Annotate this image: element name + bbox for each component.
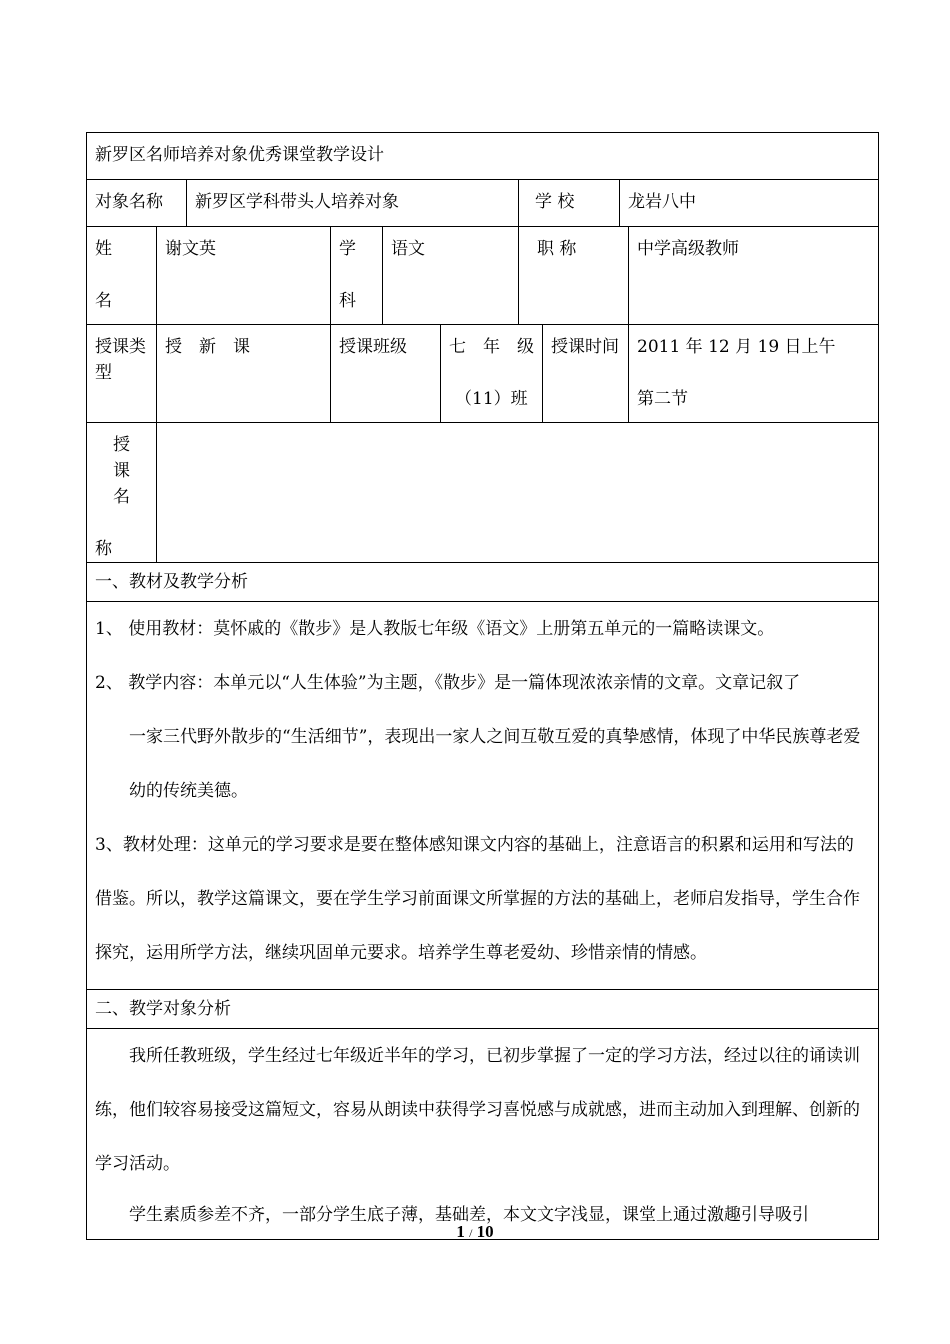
section1-heading: 一、教材及教学分析 [95,572,248,592]
section2-body-cell [87,1029,879,1240]
lesson-name-label-cell [87,423,157,563]
lesson-type-value-cell [157,325,331,423]
section1-body-cell [87,602,879,990]
name-value: 谢文英 [165,239,216,259]
page-separator: / [469,1226,473,1240]
section1-item1: 1、 使用教材：莫怀戚的《散步》是人教版七年级《语文》上册第五单元的一篇略读课文。 [95,619,775,639]
object-name-value: 新罗区学科带头人培养对象 [195,192,399,212]
section2-para2: 学生素质参差不齐，一部分学生底子薄，基础差，本文文字浅显，课堂上通过激趣引导吸引 [129,1205,809,1225]
name-label-cell [87,227,157,325]
object-name-label-cell [87,180,187,227]
school-value: 龙岩八中 [628,192,696,212]
page-current: 1 [456,1222,465,1241]
time-value: 2011 年 12 月 19 日上午 第二节 [637,337,836,409]
section2-para1: 我所任教班级，学生经过七年级近半年的学习，已初步掌握了一定的学习方法，经过以往的诵读训练，他们较容易接受这篇短文，容易从朗读中获得学习喜悦感与成就感，进而主动加入到理解、创新的学习活动。 [95,1046,860,1174]
section1-item2-rest: 一家三代野外散步的“生活细节”，表现出一家人之间互敬互爱的真挚感情，体现了中华民族尊老爱幼的传统美德。 [129,727,861,801]
lesson-design-table [86,132,879,1240]
subject-value: 语文 [391,239,425,259]
job-title-value: 中学高级教师 [637,239,739,259]
page-number [0,1222,950,1242]
section2-heading: 二、教学对象分析 [95,999,231,1019]
section1-heading-cell [87,563,879,602]
job-title-label: 职 称 [537,239,577,259]
subject-value-cell [383,227,519,325]
lesson-name-label: 授 课 名 称 [95,435,130,559]
page-total: 10 [476,1222,494,1241]
job-title-value-cell [629,227,879,325]
class-value-cell [441,325,543,423]
document-title: 新罗区名师培养对象优秀课堂教学设计 [95,145,384,165]
class-value: 七 年 级 （11）班 [449,337,534,409]
school-label: 学 校 [535,192,575,212]
school-label-cell [519,180,620,227]
lesson-name-value-cell [157,423,879,563]
object-name-label: 对象名称 [95,192,163,212]
lesson-type-value: 授 新 课 [165,337,250,357]
school-value-cell [620,180,879,227]
time-label-cell [543,325,629,423]
subject-label-cell [331,227,383,325]
class-label-cell [331,325,441,423]
name-value-cell [157,227,331,325]
job-title-label-cell [519,227,629,325]
title-cell [87,133,879,180]
lesson-name-value [157,423,878,432]
lesson-type-label-cell [87,325,157,423]
lesson-type-label: 授课类型 [95,337,146,383]
time-label: 授课时间 [551,337,619,357]
section1-item3: 3、教材处理：这单元的学习要求是要在整体感知课文内容的基础上，注意语言的积累和运用和写法的借鉴。所以，教学这篇课文，要在学生学习前面课文所掌握的方法的基础上，老师启发指导，学生合作探究，运用所学方法，继续巩固单元要求。培养学生尊老爱幼、珍惜亲情的情感。 [95,835,860,963]
time-value-cell [629,325,879,423]
section1-item2-line1: 2、 教学内容：本单元以“人生体验”为主题，《散步》是一篇体现浓浓亲情的文章。文章记叙了 [95,673,801,693]
section2-heading-cell [87,990,879,1029]
object-name-value-cell [187,180,519,227]
name-label: 姓 名 [95,239,112,311]
class-label: 授课班级 [339,337,407,357]
subject-label: 学 科 [339,239,356,311]
